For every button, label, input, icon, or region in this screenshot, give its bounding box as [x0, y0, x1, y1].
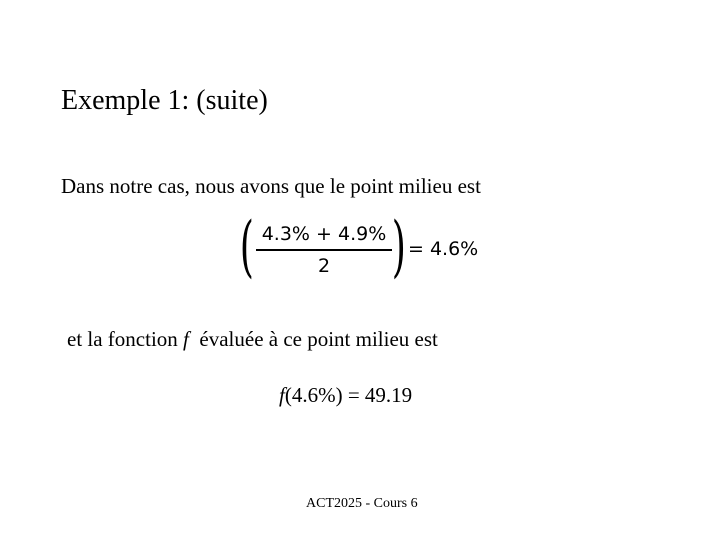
left-parenthesis: ( [239, 208, 254, 285]
fraction-denominator: 2 [317, 254, 331, 277]
conclusion-suffix: évaluée à ce point milieu est [188, 327, 438, 351]
fraction [254, 222, 394, 278]
evaluation-expression: (4.6%) = 49.19 [284, 383, 413, 407]
formula-result: = 4.6% [408, 238, 479, 260]
intro-text: Dans notre cas, nous avons que le point milieu est [61, 174, 481, 198]
fraction-bar [256, 249, 392, 251]
fraction-numerator: 4.3% + 4.9% [261, 223, 387, 245]
function-symbol: f [183, 327, 189, 351]
evaluation-function-symbol: f [279, 383, 285, 407]
slide-title: Exemple 1: (suite) [61, 85, 268, 116]
conclusion-prefix: et la fonction [67, 327, 184, 351]
midpoint-formula [239, 208, 490, 286]
slide-footer: ACT2025 - Cours 6 [306, 496, 418, 511]
right-parenthesis: ) [391, 208, 406, 285]
conclusion-text [67, 326, 438, 352]
function-evaluation [279, 382, 412, 408]
